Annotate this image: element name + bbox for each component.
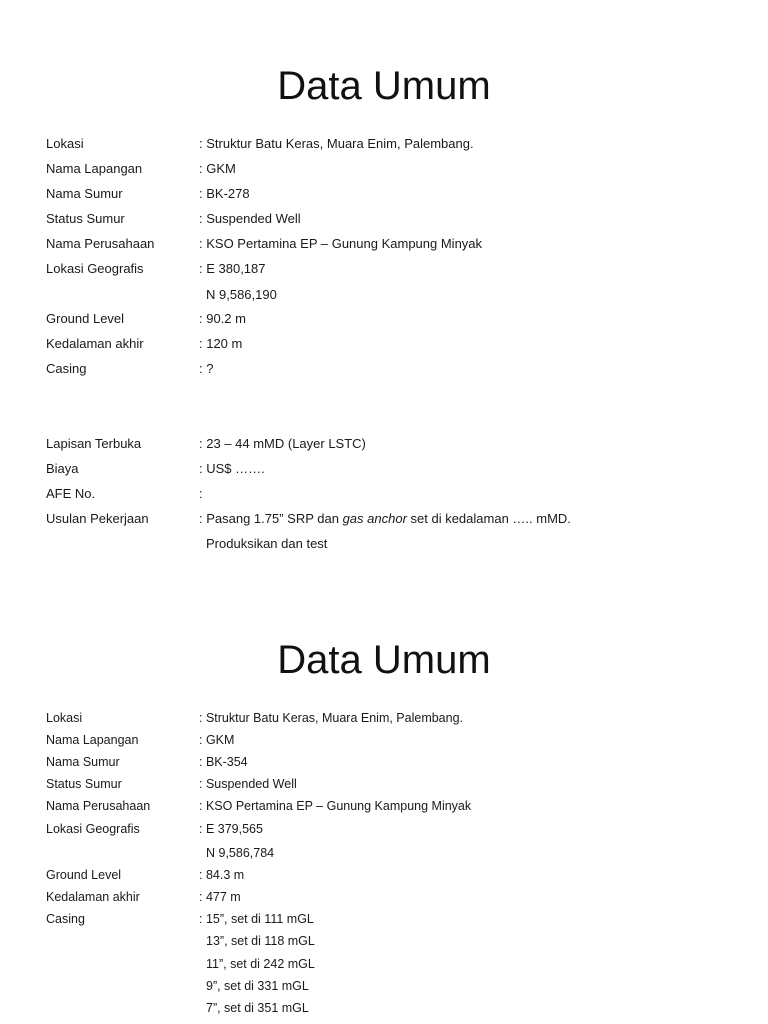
field-value: : Struktur Batu Keras, Muara Enim, Palembang. [199,711,464,725]
field-label: AFE No. [46,486,96,501]
field-label: Casing [46,912,85,926]
field-label: Kedalaman akhir [46,336,144,351]
page-title: Data Umum [277,64,491,108]
field-label: Nama Lapangan [46,161,143,176]
field-value: : Suspended Well [199,777,297,791]
field-label: Kedalaman akhir [46,890,140,904]
field-value: : BK-354 [199,755,248,769]
field-value: : 90.2 m [199,311,246,326]
field-value: : E 379,565 [199,822,263,836]
field-value: : Suspended Well [199,211,301,226]
page-title: Data Umum [277,638,491,682]
field-label: Nama Perusahaan [46,236,155,251]
field-value: : Struktur Batu Keras, Muara Enim, Palembang. [199,136,474,151]
field-label: Nama Lapangan [46,733,139,747]
field-label: Lapisan Terbuka [46,436,142,451]
field-value: : US$ ……. [199,461,265,476]
field-label: Lokasi [46,136,84,151]
field-value: : BK-278 [199,186,250,201]
field-value: : 120 m [199,336,243,351]
field-label: Nama Perusahaan [46,799,151,813]
field-value: : KSO Pertamina EP – Gunung Kampung Minyak [199,236,483,251]
field-value: 13”, set di 118 mGL [206,934,315,948]
field-value [199,510,571,528]
usulan-text-post: set di kedalaman ….. mMD. [406,511,571,526]
field-value: N 9,586,190 [206,287,277,302]
field-label: Lokasi Geografis [46,822,140,836]
field-value: 9”, set di 331 mGL [206,979,309,993]
field-label: Biaya [46,461,79,476]
field-value: : GKM [199,161,236,176]
field-label: Status Sumur [46,211,125,226]
field-value: : KSO Pertamina EP – Gunung Kampung Minyak [199,799,472,813]
field-label: Casing [46,361,87,376]
field-label: Ground Level [46,868,122,882]
field-label: Lokasi Geografis [46,261,144,276]
field-value: 11”, set di 242 mGL [206,957,315,971]
field-value: N 9,586,784 [206,846,275,860]
field-value: : GKM [199,733,235,747]
field-value: 7”, set di 351 mGL [206,1001,309,1015]
field-label: Nama Sumur [46,186,123,201]
field-label: Status Sumur [46,777,122,791]
field-label: Nama Sumur [46,755,120,769]
field-label: Lokasi [46,711,83,725]
usulan-text-emphasis: gas anchor [342,511,407,526]
field-label: Ground Level [46,311,125,326]
field-value: : E 380,187 [199,261,266,276]
field-value: : 15”, set di 111 mGL [199,912,314,926]
field-value: : [199,486,203,501]
field-value: : 84.3 m [199,868,245,882]
field-label: Usulan Pekerjaan [46,511,149,526]
field-value: : ? [199,361,214,376]
usulan-text-pre: : Pasang 1.75” SRP dan [199,511,343,526]
field-value: : 477 m [199,890,241,904]
field-value: : 23 – 44 mMD (Layer LSTC) [199,436,366,451]
field-value: Produksikan dan test [206,536,328,551]
